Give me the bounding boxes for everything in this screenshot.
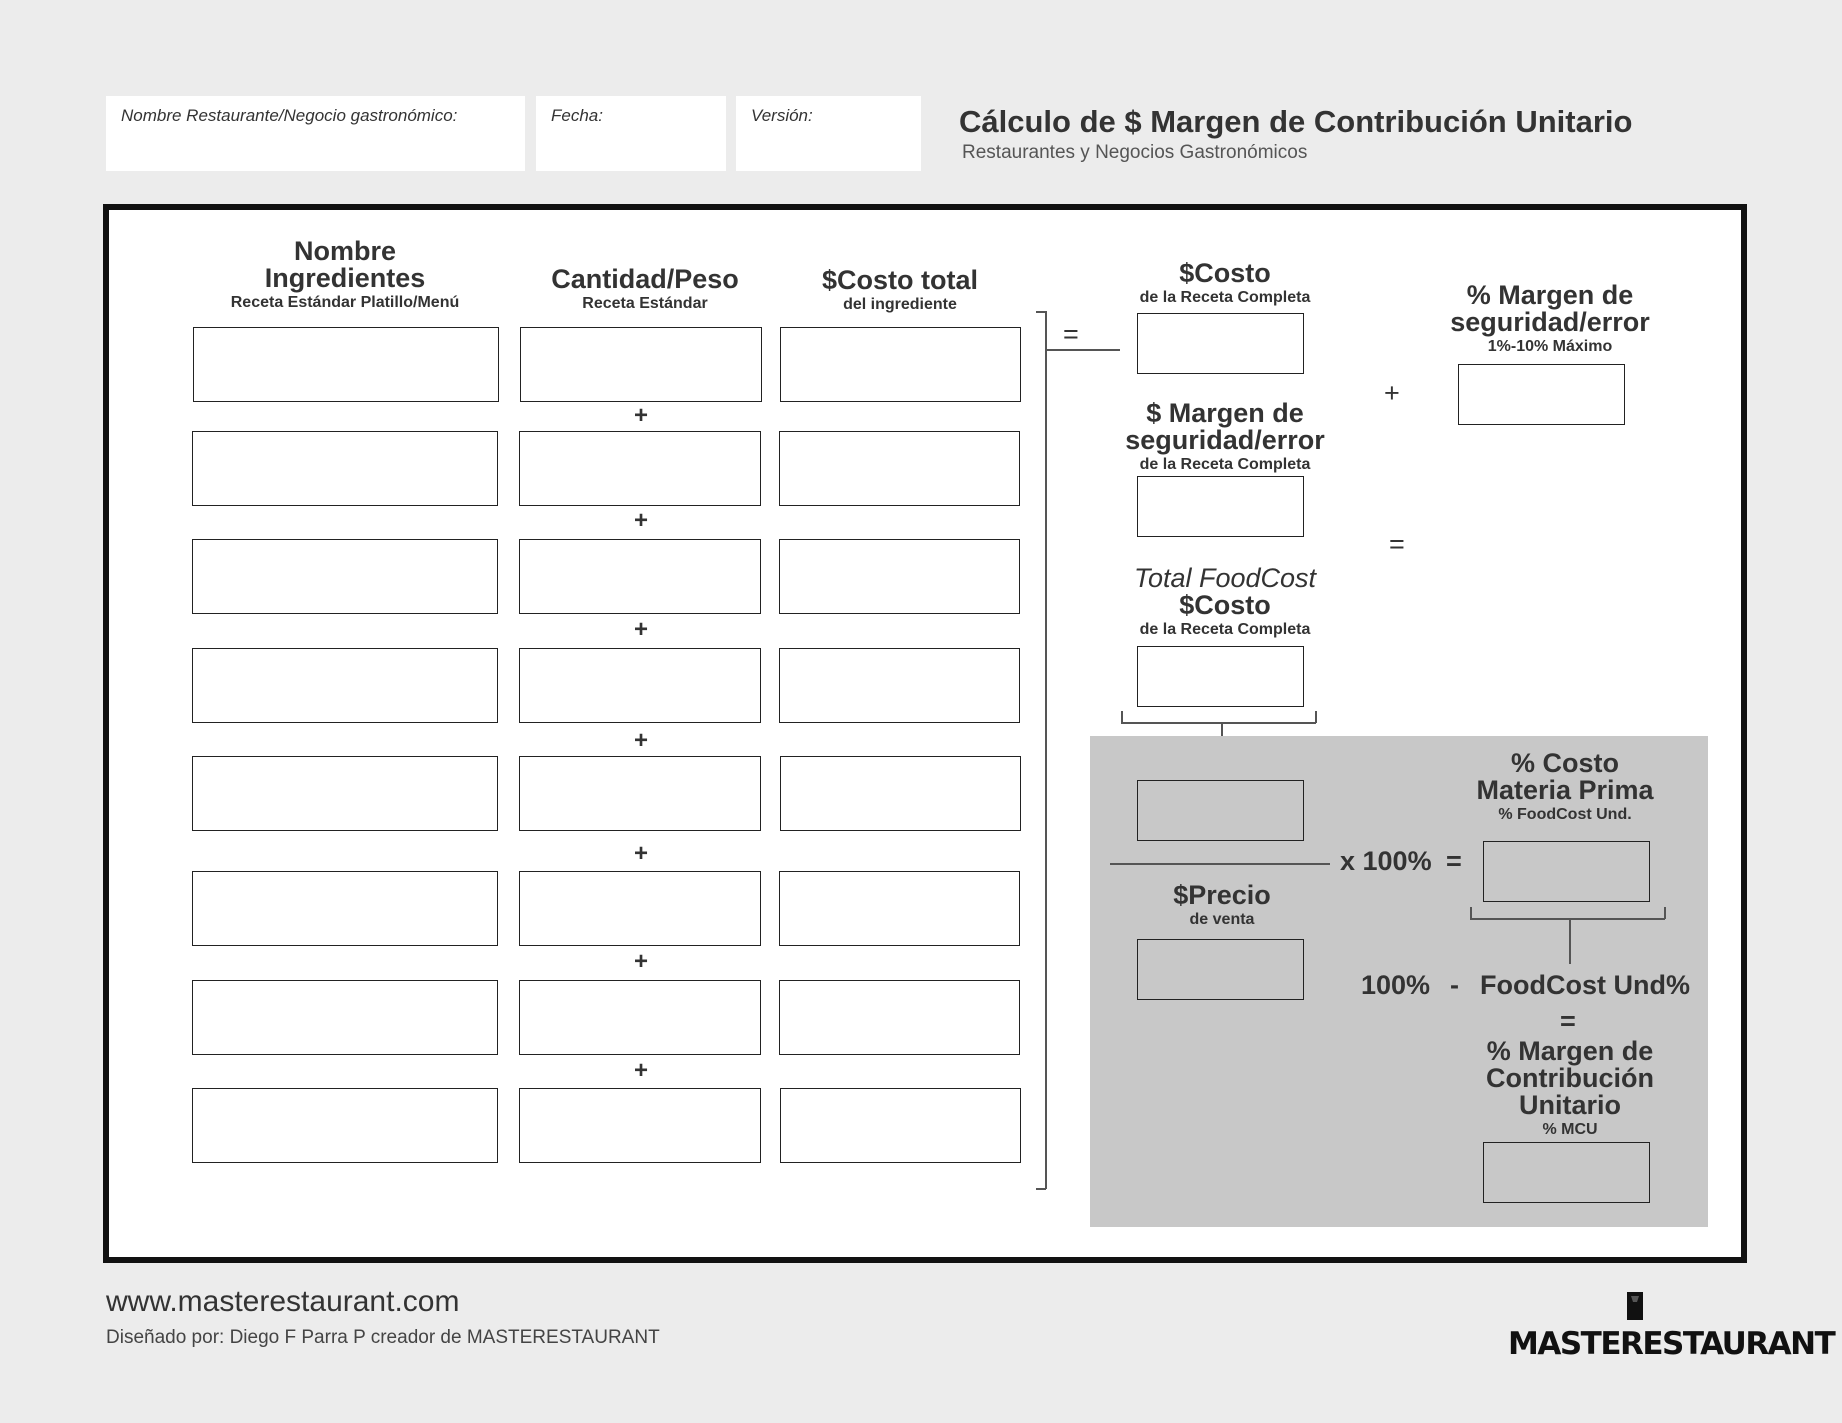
foodcost-bracket-right-tick xyxy=(1315,711,1317,723)
sum-bracket-top-tick xyxy=(1036,311,1046,313)
equals-sign: = xyxy=(1063,319,1079,349)
ingredient-qty-input[interactable] xyxy=(519,1088,761,1163)
plus-sign: + xyxy=(633,840,648,867)
page-title: Cálculo de $ Margen de Contribución Unitario xyxy=(959,104,1633,139)
logo-icon xyxy=(1623,1290,1647,1324)
sale-price-header: $Precio de venta xyxy=(1173,880,1271,928)
ingredient-qty-input[interactable] xyxy=(519,648,761,723)
safety-pct-input[interactable] xyxy=(1458,364,1625,425)
plus-sign: + xyxy=(633,727,648,754)
ingredient-cost-input[interactable] xyxy=(780,327,1021,402)
foodcost-bracket xyxy=(1121,722,1316,724)
ingredient-cost-input[interactable] xyxy=(780,1088,1021,1163)
equals-sign: = xyxy=(1446,846,1462,876)
ingredient-qty-input[interactable] xyxy=(520,327,762,402)
recipe-cost-input[interactable] xyxy=(1137,313,1304,374)
total-foodcost-input[interactable] xyxy=(1137,646,1304,707)
ingredient-name-input[interactable] xyxy=(192,1088,498,1163)
page-subtitle: Restaurantes y Negocios Gastronómicos xyxy=(962,142,1308,163)
ingredients-column-header: Nombre Ingredientes Receta Estándar Platillo/Menú xyxy=(230,236,460,311)
designer-credit: Diseñado por: Diego F Parra P creador de MASTERESTAURANT xyxy=(106,1327,660,1348)
safety-amount-input[interactable] xyxy=(1137,476,1304,537)
ingredient-name-input[interactable] xyxy=(192,648,498,723)
ingredient-cost-input[interactable] xyxy=(779,539,1020,614)
plus-sign: + xyxy=(633,507,648,534)
raw-material-pct-input[interactable] xyxy=(1483,841,1650,902)
ingredient-cost-input[interactable] xyxy=(779,871,1020,946)
pct-bracket xyxy=(1470,918,1665,920)
ingredient-name-input[interactable] xyxy=(192,980,498,1055)
plus-sign: + xyxy=(1384,378,1400,408)
restaurant-name-field[interactable] xyxy=(106,96,525,171)
plus-sign: + xyxy=(633,616,648,643)
ingredient-qty-input[interactable] xyxy=(519,871,761,946)
total-foodcost-header: Total FoodCost $Costo de la Receta Completa xyxy=(1133,563,1317,638)
minus-sign: - xyxy=(1450,970,1459,1000)
raw-material-pct-header: % Costo Materia Prima % FoodCost Und. xyxy=(1476,748,1654,823)
sum-bracket xyxy=(1045,311,1047,1189)
mcu-header: % Margen de Contribución Unitario % MCU xyxy=(1486,1036,1654,1138)
ingredient-cost-input[interactable] xyxy=(779,431,1020,506)
plus-sign: + xyxy=(633,402,648,429)
ingredient-name-input[interactable] xyxy=(192,431,498,506)
safety-amount-header: $ Margen de seguridad/error de la Receta Completa xyxy=(1125,398,1325,473)
ingredient-name-input[interactable] xyxy=(192,539,498,614)
quantity-column-header: Cantidad/Peso Receta Estándar xyxy=(551,264,739,312)
pct-connector-line xyxy=(1569,919,1571,964)
ingredient-cost-input[interactable] xyxy=(779,648,1020,723)
pct-bracket-left-tick xyxy=(1470,907,1472,919)
sum-bracket-bottom-tick xyxy=(1036,1188,1046,1190)
pct-bracket-right-tick xyxy=(1664,907,1666,919)
times-100-label: x 100% xyxy=(1340,846,1432,876)
date-field[interactable] xyxy=(536,96,726,171)
ingredient-name-input[interactable] xyxy=(192,871,498,946)
version-field[interactable] xyxy=(736,96,921,171)
plus-sign: + xyxy=(633,1057,648,1084)
equals-sign: = xyxy=(1389,529,1405,559)
ingredient-name-input[interactable] xyxy=(193,327,499,402)
sum-connector-line xyxy=(1047,349,1120,351)
sale-price-input[interactable] xyxy=(1137,939,1304,1000)
numerator-input[interactable] xyxy=(1137,780,1304,841)
ingredient-qty-input[interactable] xyxy=(519,980,761,1055)
safety-pct-header: % Margen de seguridad/error 1%-10% Máximo xyxy=(1450,280,1650,355)
plus-sign: + xyxy=(633,948,648,975)
cost-column-header: $Costo total del ingrediente xyxy=(821,265,978,313)
equals-sign: = xyxy=(1560,1006,1576,1036)
ingredient-name-input[interactable] xyxy=(192,756,498,831)
fraction-line xyxy=(1110,863,1330,865)
ingredient-qty-input[interactable] xyxy=(519,539,761,614)
mcu-input[interactable] xyxy=(1483,1142,1650,1203)
ingredient-cost-input[interactable] xyxy=(779,980,1020,1055)
formula-foodcost-pct: FoodCost Und% xyxy=(1480,970,1690,1000)
version-label: Versión: xyxy=(751,106,813,125)
date-label: Fecha: xyxy=(551,106,603,125)
ingredient-qty-input[interactable] xyxy=(519,756,761,831)
recipe-cost-header: $Costo de la Receta Completa xyxy=(1139,258,1311,306)
website-url[interactable]: www.masterestaurant.com xyxy=(106,1285,460,1318)
ingredient-cost-input[interactable] xyxy=(780,756,1021,831)
ingredient-qty-input[interactable] xyxy=(519,431,761,506)
formula-100-pct: 100% xyxy=(1361,970,1431,1000)
masterestaurant-logo: MASTERESTAURANT xyxy=(1508,1290,1744,1362)
restaurant-name-label: Nombre Restaurante/Negocio gastronómico: xyxy=(121,106,458,125)
foodcost-bracket-left-tick xyxy=(1121,711,1123,723)
